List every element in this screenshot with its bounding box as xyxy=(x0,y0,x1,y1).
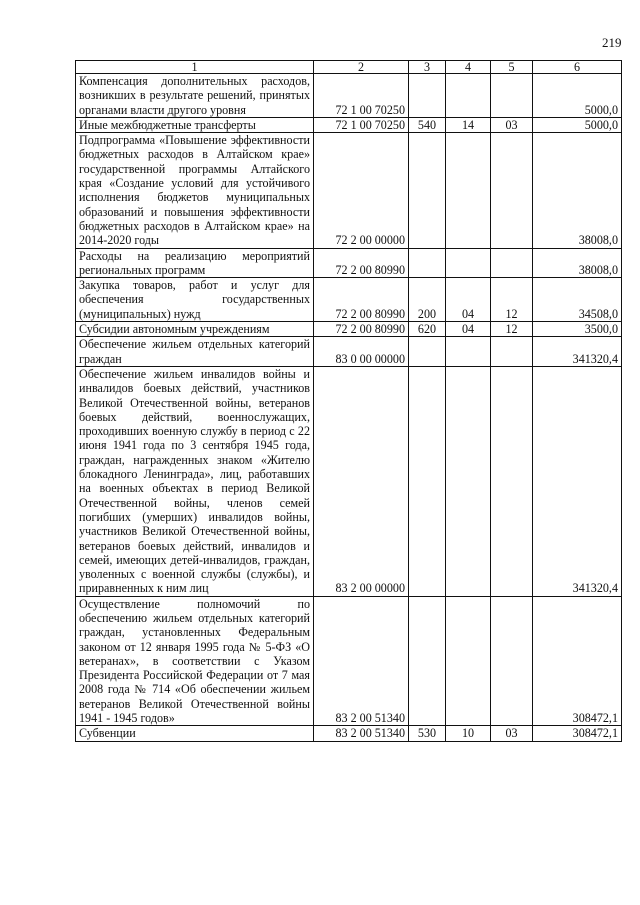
subsection-cell xyxy=(491,74,533,118)
section-cell: 04 xyxy=(446,322,491,337)
expense-type-cell xyxy=(409,596,446,726)
expense-name-cell: Обеспечение жильем отдельных категорий граждан xyxy=(76,337,314,367)
amount-cell: 308472,1 xyxy=(533,596,622,726)
expense-type-cell: 530 xyxy=(409,726,446,741)
section-cell xyxy=(446,248,491,278)
expense-name-cell: Субсидии автономным учреждениям xyxy=(76,322,314,337)
expense-name-cell: Обеспечение жильем инвалидов войны и инвалидов боевых действий, участников Великой Отечественной войны, ветеранов боевых действий, военнослужащих, проходивших военную службу в период с 22 июня 1941 года по 3 сентября 1945 года, граждан, награжденных знаком «Жителю блокадного Ленинграда», лиц, работавших на военных объектах в период Великой Отечественной войны, членов семей погибших (умерших) инвалидов войны, участников Великой Отечественной войны, ветеранов боевых действий, инвалидов и семей, имеющих детей-инвалидов, граждан, уволенных с военной службы (службы), и приравненных к ним лиц xyxy=(76,366,314,596)
subsection-cell xyxy=(491,337,533,367)
expense-type-cell xyxy=(409,74,446,118)
expense-type-cell xyxy=(409,337,446,367)
table-row xyxy=(76,322,622,337)
expense-type-cell xyxy=(409,366,446,596)
subsection-cell xyxy=(491,596,533,726)
target-code-cell: 72 2 00 80990 xyxy=(314,278,409,322)
expense-type-cell xyxy=(409,133,446,248)
column-header: 2 xyxy=(314,61,409,74)
page-number: 219 xyxy=(602,35,622,50)
amount-cell: 341320,4 xyxy=(533,366,622,596)
section-cell: 14 xyxy=(446,117,491,132)
budget-table xyxy=(75,60,622,742)
target-code-cell: 72 2 00 80990 xyxy=(314,248,409,278)
amount-cell: 34508,0 xyxy=(533,278,622,322)
budget-table-body xyxy=(76,61,622,742)
section-cell xyxy=(446,596,491,726)
target-code-cell: 72 1 00 70250 xyxy=(314,117,409,132)
table-row xyxy=(76,117,622,132)
amount-cell: 3500,0 xyxy=(533,322,622,337)
table-row xyxy=(76,133,622,248)
table-row xyxy=(76,278,622,322)
expense-type-cell: 540 xyxy=(409,117,446,132)
column-header: 1 xyxy=(76,61,314,74)
subsection-cell: 12 xyxy=(491,278,533,322)
subsection-cell: 12 xyxy=(491,322,533,337)
target-code-cell: 72 1 00 70250 xyxy=(314,74,409,118)
column-header: 3 xyxy=(409,61,446,74)
amount-cell: 38008,0 xyxy=(533,133,622,248)
expense-name-cell: Компенсация дополнительных расходов, возникших в результате решений, принятых органами власти другого уровня xyxy=(76,74,314,118)
expense-name-cell: Закупка товаров, работ и услуг для обеспечения государственных (муниципальных) нужд xyxy=(76,278,314,322)
section-cell xyxy=(446,74,491,118)
section-cell: 10 xyxy=(446,726,491,741)
target-code-cell: 83 0 00 00000 xyxy=(314,337,409,367)
target-code-cell: 83 2 00 00000 xyxy=(314,366,409,596)
subsection-cell xyxy=(491,248,533,278)
amount-cell: 5000,0 xyxy=(533,117,622,132)
column-header: 6 xyxy=(533,61,622,74)
amount-cell: 308472,1 xyxy=(533,726,622,741)
table-row xyxy=(76,248,622,278)
table-row xyxy=(76,726,622,741)
target-code-cell: 72 2 00 80990 xyxy=(314,322,409,337)
expense-name-cell: Осуществление полномочий по обеспечению жильем отдельных категорий граждан, установленных Федеральным законом от 12 января 1995 года № 5-ФЗ «О ветеранах», в соответствии с Указом Президента Российской Федерации от 7 мая 2008 года № 714 «Об обеспечении жильем ветеранов Великой Отечественной войны 1941 - 1945 годов» xyxy=(76,596,314,726)
target-code-cell: 83 2 00 51340 xyxy=(314,726,409,741)
section-cell xyxy=(446,133,491,248)
expense-name-cell: Подпрограмма «Повышение эффективности бюджетных расходов в Алтайском крае» государственной программы Алтайского края «Создание условий для устойчивого исполнения бюджетов муниципальных образований и повышения эффективности бюджетных расходов в Алтайском крае» на 2014-2020 годы xyxy=(76,133,314,248)
expense-name-cell: Субвенции xyxy=(76,726,314,741)
subsection-cell: 03 xyxy=(491,117,533,132)
table-row xyxy=(76,366,622,596)
column-header: 5 xyxy=(491,61,533,74)
expense-name-cell: Иные межбюджетные трансферты xyxy=(76,117,314,132)
section-cell: 04 xyxy=(446,278,491,322)
amount-cell: 5000,0 xyxy=(533,74,622,118)
expense-type-cell xyxy=(409,248,446,278)
table-row xyxy=(76,337,622,367)
amount-cell: 38008,0 xyxy=(533,248,622,278)
table-row xyxy=(76,74,622,118)
target-code-cell: 72 2 00 00000 xyxy=(314,133,409,248)
amount-cell: 341320,4 xyxy=(533,337,622,367)
subsection-cell xyxy=(491,133,533,248)
table-row xyxy=(76,596,622,726)
column-header: 4 xyxy=(446,61,491,74)
expense-type-cell: 620 xyxy=(409,322,446,337)
subsection-cell: 03 xyxy=(491,726,533,741)
section-cell xyxy=(446,366,491,596)
expense-name-cell: Расходы на реализацию мероприятий региональных программ xyxy=(76,248,314,278)
target-code-cell: 83 2 00 51340 xyxy=(314,596,409,726)
section-cell xyxy=(446,337,491,367)
table-header-row xyxy=(76,61,622,74)
expense-type-cell: 200 xyxy=(409,278,446,322)
subsection-cell xyxy=(491,366,533,596)
